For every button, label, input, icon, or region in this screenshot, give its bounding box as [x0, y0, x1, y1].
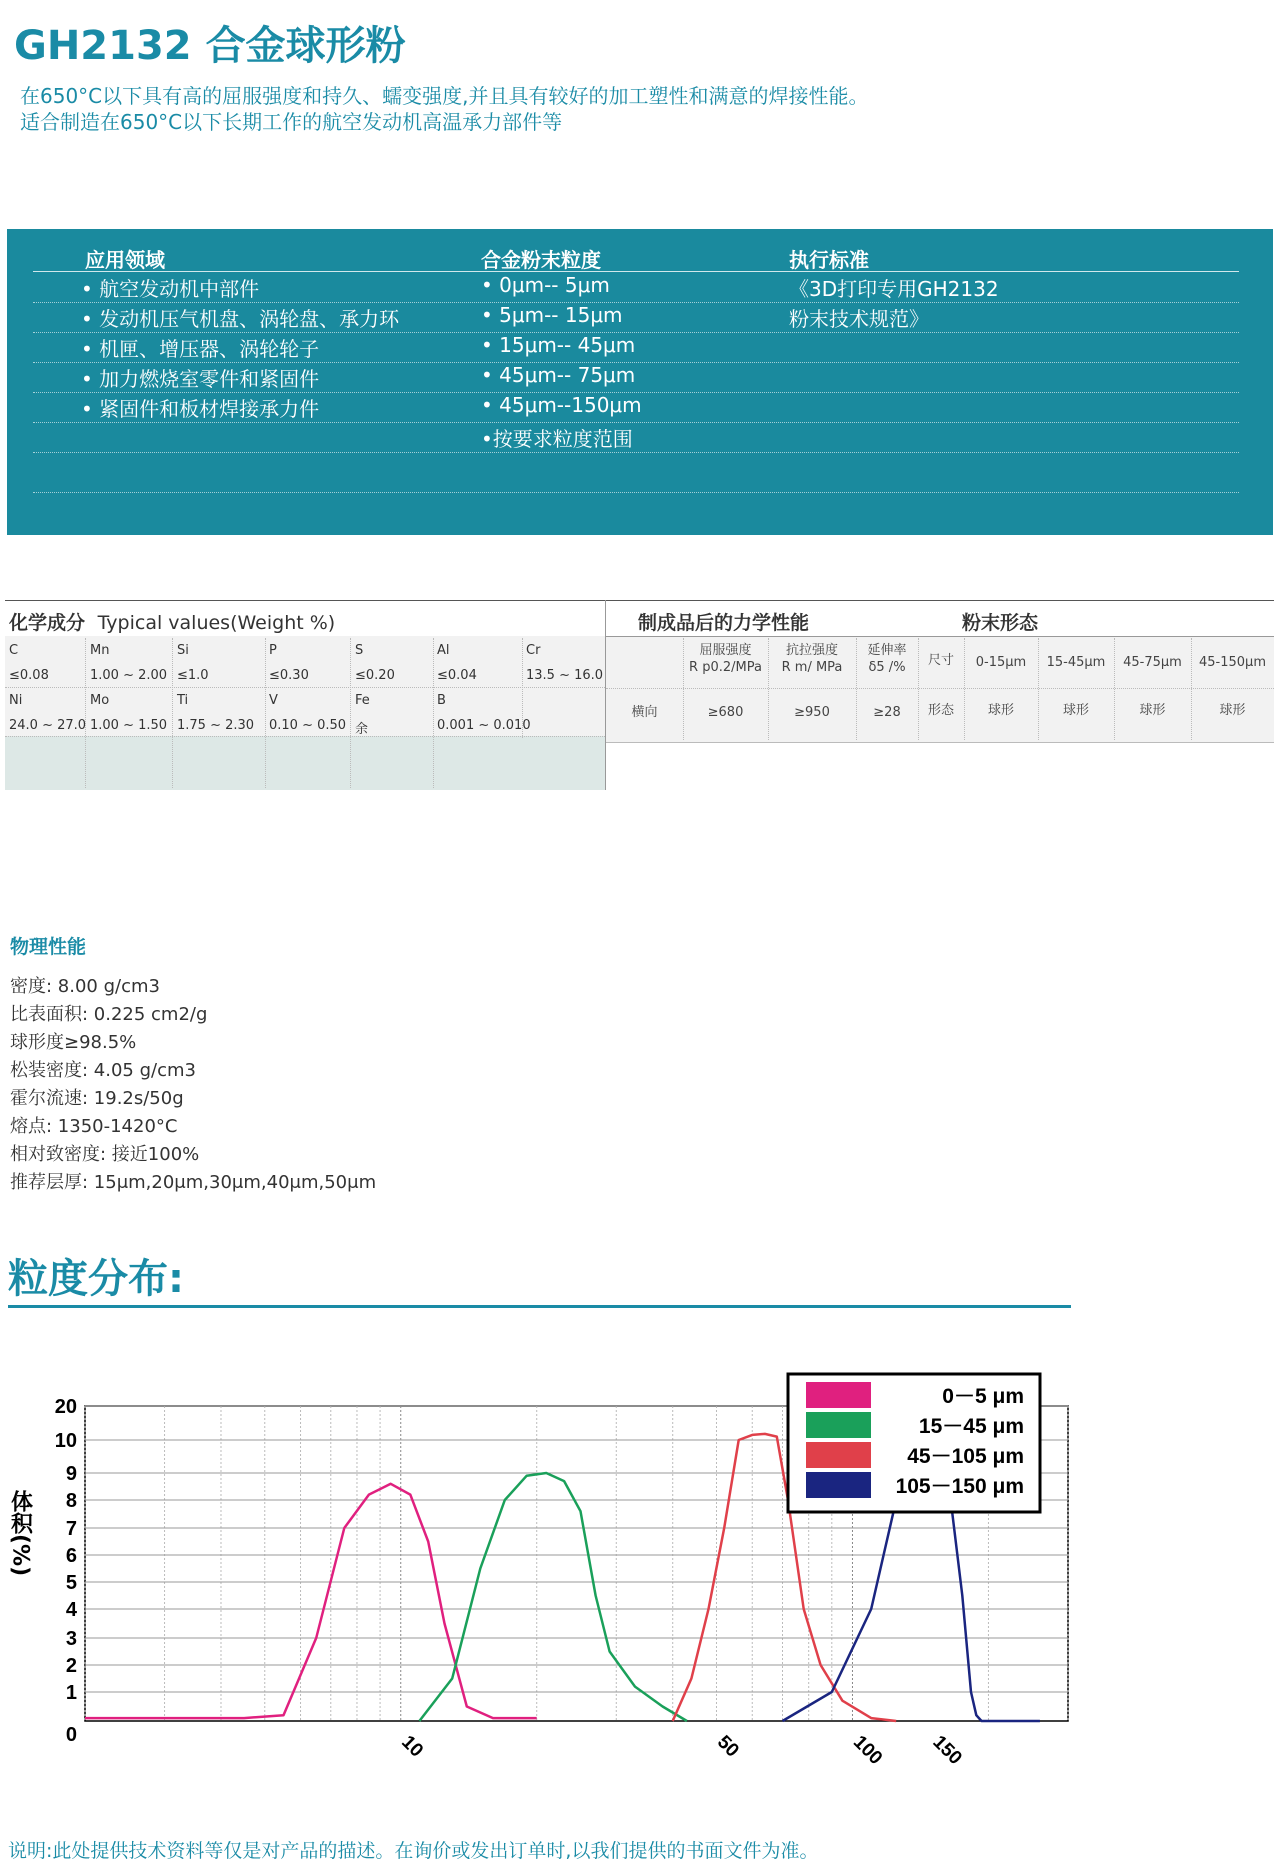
y-tick-label: 8 [65, 1490, 77, 1512]
row-divider [33, 362, 1239, 363]
mechanical-title: 制成品后的力学性能 [638, 612, 810, 634]
x-tick-label: 150 [928, 1731, 966, 1769]
element-value: 13.5 ~ 16.0 [526, 668, 604, 683]
element-name: B [437, 693, 446, 708]
physical-item: 熔点: 1350-1420°C [10, 1116, 178, 1137]
tensile-strength-value: ≥950 [794, 705, 830, 720]
size-label: 尺寸 [927, 653, 954, 668]
y-tick-label: 2 [65, 1655, 77, 1677]
elongation-value: ≥28 [873, 705, 901, 720]
row-divider [33, 422, 1239, 423]
y-tick-label: 20 [54, 1396, 77, 1418]
legend-label: 45－105 μm [907, 1445, 1024, 1468]
element-value: 1.75 ~ 2.30 [177, 718, 255, 733]
distribution-title: 粒度分布: [8, 1256, 184, 1302]
application-item: • 机匣、增压器、涡轮轮子 [81, 337, 320, 361]
x-tick-label: 10 [397, 1731, 428, 1762]
morph-shape: 球形 [987, 703, 1014, 718]
intro-line-2: 适合制造在650°C以下长期工作的航空发动机高温承力部件等 [20, 110, 563, 134]
element-value: 24.0 ~ 27.0 [9, 718, 87, 733]
standard-line-2: 粉末技术规范》 [789, 307, 929, 331]
application-item: • 紧固件和板材焊接承力件 [81, 397, 320, 421]
morph-size: 15-45μm [1046, 655, 1106, 670]
physical-item: 球形度≥98.5% [10, 1032, 137, 1053]
element-name: Al [437, 643, 450, 658]
y-tick-label: 7 [65, 1518, 77, 1540]
shape-label: 形态 [927, 703, 954, 718]
y-tick-label: 3 [65, 1628, 77, 1650]
chemistry-title-cn: 化学成分 [9, 612, 86, 634]
element-value: ≤0.08 [9, 668, 49, 683]
chemistry-subtitle: Typical values(Weight %) [97, 612, 336, 634]
element-value: ≤1.0 [177, 668, 209, 683]
footer-note: 说明:此处提供技术资料等仅是对产品的描述。在询价或发出订单时,以我们提供的书面文件为准。 [8, 1840, 819, 1862]
morph-shape: 球形 [1139, 703, 1166, 718]
element-value: ≤0.20 [355, 668, 395, 683]
row-divider [33, 492, 1239, 493]
legend-label: 15－45 μm [918, 1415, 1024, 1438]
page-title: GH2132 合金球形粉 [14, 23, 406, 69]
row-divider [33, 332, 1239, 333]
distribution-rule [8, 1305, 1071, 1308]
element-name: Si [177, 643, 189, 658]
element-value: 0.10 ~ 0.50 [269, 718, 347, 733]
element-value: 1.00 ~ 2.00 [90, 668, 168, 683]
legend-label: 0－5 μm [942, 1385, 1024, 1408]
element-name: Fe [355, 693, 370, 708]
row-divider [33, 392, 1239, 393]
sizes-header: 合金粉末粒度 [481, 248, 601, 272]
y-axis-label: 体积(%) [7, 1490, 33, 1577]
application-item: • 发动机压气机盘、涡轮盘、承力环 [81, 307, 400, 331]
element-name: S [355, 643, 364, 658]
size-item: • 45μm--150μm [481, 393, 642, 417]
element-value: ≤0.04 [437, 668, 477, 683]
applications-header: 应用领域 [85, 248, 165, 272]
y-tick-label: 10 [54, 1430, 77, 1452]
legend-swatch [806, 1412, 871, 1438]
yield-strength-value: ≥680 [707, 705, 744, 720]
element-name: C [9, 643, 19, 658]
yield-strength-header: 屈服强度 R p0.2/MPa [689, 643, 762, 675]
y-tick-label: 4 [65, 1599, 77, 1621]
x-tick-label: 50 [712, 1731, 743, 1762]
element-name: Mo [90, 693, 110, 708]
element-name: Ti [177, 693, 189, 708]
particle-size-chart [0, 1320, 1100, 1770]
legend-swatch [806, 1442, 871, 1468]
size-item: • 0μm-- 5μm [481, 273, 610, 297]
element-value: 1.00 ~ 1.50 [90, 718, 168, 733]
legend-swatch [806, 1472, 871, 1498]
physical-item: 密度: 8.00 g/cm3 [10, 976, 160, 997]
physical-item: 比表面积: 0.225 cm2/g [10, 1004, 208, 1025]
morph-size: 0-15μm [975, 655, 1027, 670]
physical-item: 推荐层厚: 15μm,20μm,30μm,40μm,50μm [10, 1172, 377, 1193]
y-tick-label: 0 [65, 1724, 77, 1746]
morph-shape: 球形 [1062, 703, 1089, 718]
physical-item: 霍尔流速: 19.2s/50g [10, 1088, 184, 1109]
size-item: • 15μm-- 45μm [481, 333, 636, 357]
application-item: • 航空发动机中部件 [81, 277, 260, 301]
morph-size: 45-75μm [1123, 655, 1182, 670]
row-divider [33, 302, 1239, 303]
element-value: 0.001 ~ 0.010 [437, 718, 531, 733]
morph-shape: 球形 [1219, 703, 1246, 718]
y-tick-label: 9 [65, 1463, 77, 1485]
header-rule [33, 271, 1239, 272]
direction-label: 横向 [631, 705, 658, 720]
y-tick-label: 6 [65, 1545, 77, 1567]
row-divider [33, 452, 1239, 453]
y-tick-label: 1 [65, 1682, 77, 1704]
element-name: Cr [526, 643, 541, 658]
size-item: •按要求粒度范围 [481, 427, 633, 451]
y-tick-label: 5 [65, 1572, 77, 1594]
morph-size: 45-150μm [1199, 655, 1266, 670]
info-panel [7, 229, 1273, 535]
application-item: • 加力燃烧室零件和紧固件 [81, 367, 320, 391]
morphology-title: 粉末形态 [962, 612, 1039, 634]
legend-label: 105－150 μm [895, 1475, 1024, 1498]
element-name: V [269, 693, 278, 708]
intro-line-1: 在650°C以下具有高的屈服强度和持久、蠕变强度,并且具有较好的加工塑性和满意的焊接性能。 [20, 84, 869, 108]
element-value: ≤0.30 [269, 668, 309, 683]
element-value: 余 [355, 722, 369, 737]
standard-line-1: 《3D打印专用GH2132 [789, 277, 999, 301]
legend-swatch [806, 1382, 871, 1408]
physical-title: 物理性能 [10, 936, 87, 958]
physical-item: 松装密度: 4.05 g/cm3 [10, 1060, 196, 1081]
element-name: Ni [9, 693, 23, 708]
x-tick-label: 100 [848, 1731, 887, 1769]
size-item: • 45μm-- 75μm [481, 363, 636, 387]
element-name: P [269, 643, 277, 658]
tensile-strength-header: 抗拉强度 R m/ MPa [781, 643, 843, 675]
mechanical-morphology-table [606, 600, 1274, 742]
chemistry-table [5, 600, 606, 790]
element-name: Mn [90, 643, 110, 658]
elongation-header: 延伸率 δ5 /% [867, 643, 907, 675]
chemistry-title [9, 608, 335, 635]
physical-item: 相对致密度: 接近100% [10, 1144, 200, 1165]
standard-header: 执行标准 [789, 248, 869, 272]
size-item: • 5μm-- 15μm [481, 303, 623, 327]
